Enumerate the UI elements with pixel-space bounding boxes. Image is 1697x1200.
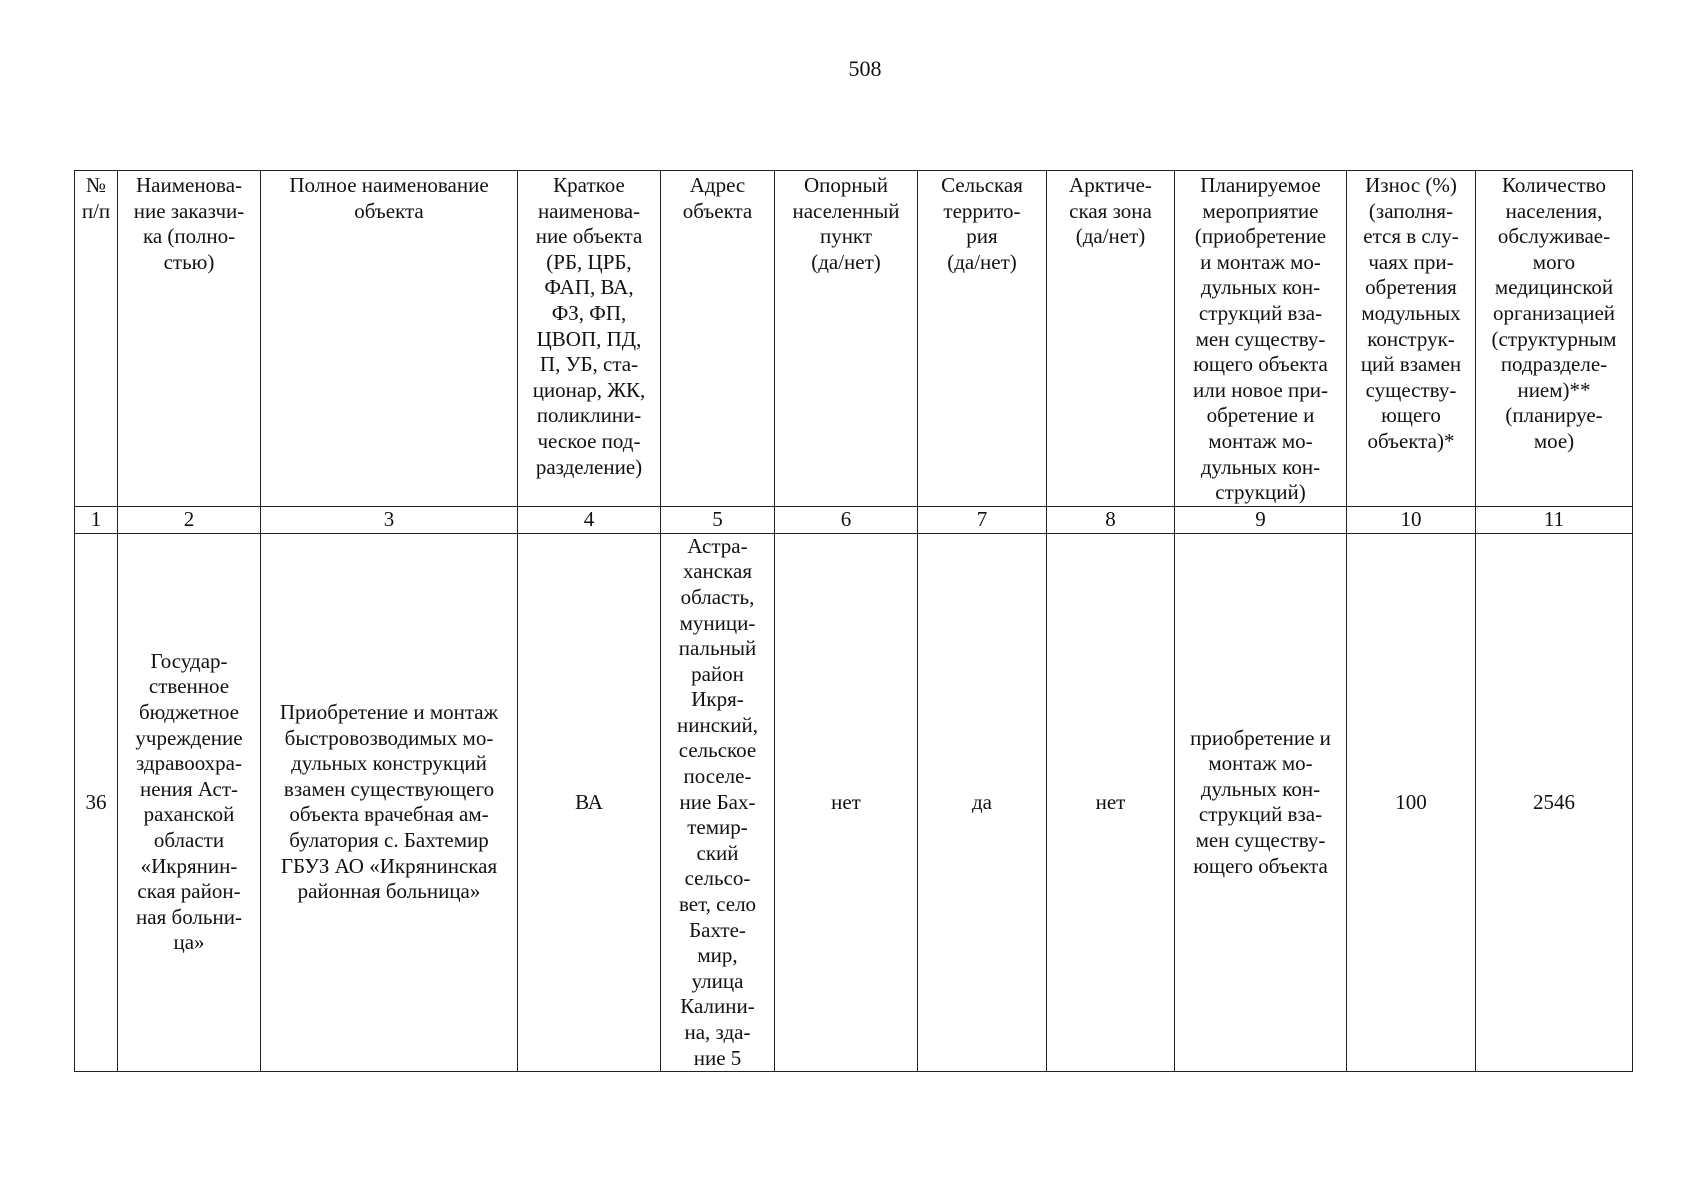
cell-short-object-name: ВА bbox=[518, 533, 661, 1071]
cell-population-count: 2546 bbox=[1476, 533, 1633, 1071]
cell-arctic-zone: нет bbox=[1047, 533, 1175, 1071]
column-number-row bbox=[75, 506, 1633, 533]
cell-planned-measure: приобретение и монтаж мо- дульных кон- струкций вза- мен существу- ющего объекта bbox=[1175, 533, 1347, 1071]
column-number: 3 bbox=[261, 506, 518, 533]
column-number: 6 bbox=[775, 506, 918, 533]
column-number: 11 bbox=[1476, 506, 1633, 533]
header-reference-settlement: Опорный населенный пункт (да/нет) bbox=[775, 171, 918, 507]
column-number: 9 bbox=[1175, 506, 1347, 533]
header-population-count: Количество населения, обслуживае- мого медицинской организацией (структурным подразделе- нием)** (планируе- мое) bbox=[1476, 171, 1633, 507]
column-number: 7 bbox=[918, 506, 1047, 533]
modular-construction-table bbox=[74, 170, 1633, 1072]
column-number: 5 bbox=[661, 506, 775, 533]
table-row bbox=[75, 533, 1633, 1071]
header-customer-name: Наименова- ние заказчи- ка (полно- стью) bbox=[118, 171, 261, 507]
cell-rural-territory: да bbox=[918, 533, 1047, 1071]
header-rural-territory: Сельская террито- рия (да/нет) bbox=[918, 171, 1047, 507]
column-number: 4 bbox=[518, 506, 661, 533]
cell-wear-percent: 100 bbox=[1347, 533, 1476, 1071]
column-number: 1 bbox=[75, 506, 118, 533]
column-number: 10 bbox=[1347, 506, 1476, 533]
column-number: 2 bbox=[118, 506, 261, 533]
cell-customer-name: Государ- ственное бюджетное учреждение здравоохра- нения Аст- раханской области «Икрянин- ская район- ная больни- ца» bbox=[118, 533, 261, 1071]
header-arctic-zone: Арктиче- ская зона (да/нет) bbox=[1047, 171, 1175, 507]
header-row-number: № п/п bbox=[75, 171, 118, 507]
cell-object-address: Астра- ханская область, муници- пальный район Икря- нинский, сельское поселе- ние Бах- темир- ский сельсо- вет, село Бахте- мир, улица Калини- на, зда- ние 5 bbox=[661, 533, 775, 1071]
table-header-row bbox=[75, 171, 1633, 507]
header-full-object-name: Полное наименование объекта bbox=[261, 171, 518, 507]
column-number: 8 bbox=[1047, 506, 1175, 533]
cell-row-number: 36 bbox=[75, 533, 118, 1071]
header-planned-measure: Планируемое мероприятие (приобретение и монтаж мо- дульных кон- струкций вза- мен существу- ющего объекта или новое при- обретение и монтаж мо- дульных кон- струкций) bbox=[1175, 171, 1347, 507]
header-short-object-name: Краткое наименова- ние объекта (РБ, ЦРБ, ФАП, ВА, ФЗ, ФП, ЦВОП, ПД, П, УБ, ста- ционар, ЖК, поликлини- ческое под- разделение) bbox=[518, 171, 661, 507]
cell-full-object-name: Приобретение и монтаж быстровозводимых мо- дульных конструкций взамен существующего объекта врачебная ам- булатория с. Бахтемир ГБУЗ АО «Икрянинская районная больница» bbox=[261, 533, 518, 1071]
cell-reference-settlement: нет bbox=[775, 533, 918, 1071]
header-object-address: Адрес объекта bbox=[661, 171, 775, 507]
header-wear-percent: Износ (%) (заполня- ется в слу- чаях при- обретения модульных конструк- ций взамен существу- ющего объекта)* bbox=[1347, 171, 1476, 507]
page-number: 508 bbox=[848, 56, 882, 81]
